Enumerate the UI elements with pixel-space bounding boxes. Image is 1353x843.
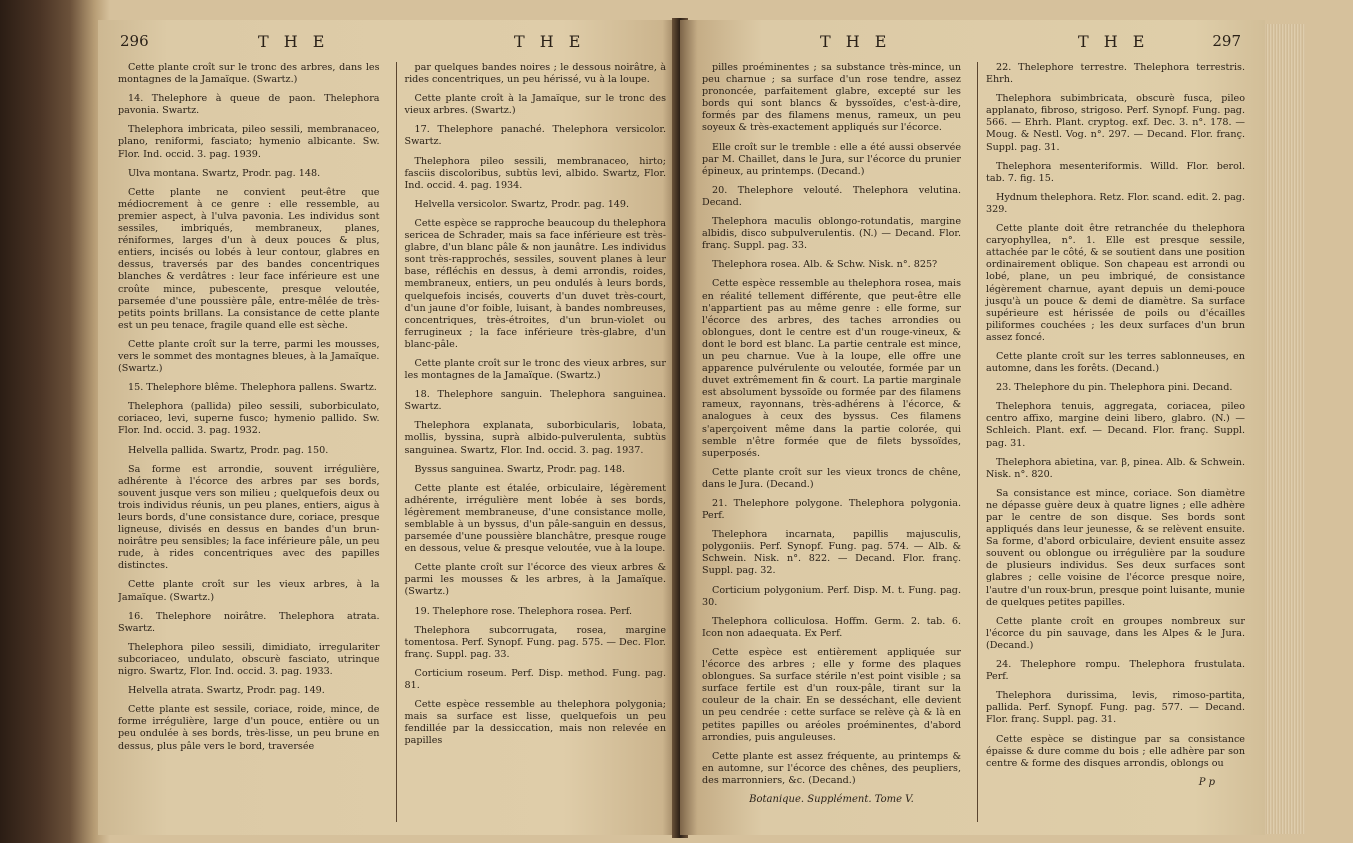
text-paragraph: Byssus sanguinea. Swartz, Prodr. pag. 148.	[414, 463, 626, 475]
right-page-header	[680, 32, 1265, 58]
text-paragraph: Cette plante croît à la Jamaïque, sur le tronc des vieux arbres. (Swartz.)	[404, 93, 666, 117]
text-paragraph: Thelephora imbricata, pileo sessili, membranaceo, plano, reniformi, fasciato; hymenio albicante. Sw. Flor. Ind. occid. 3. pag. 1939.	[118, 124, 380, 160]
text-paragraph: Thelephora mesenteriformis. Willd. Flor. berol. tab. 7. fig. 15.	[986, 160, 1245, 184]
text-paragraph: Hydnum thelephora. Retz. Flor. scand. edit. 2. pag. 329.	[986, 191, 1245, 215]
text-paragraph: Thelephora tenuis, aggregata, coriacea, pileo centro affixo, margine deini libero, glabro. (N.) — Schleich. Plant. exf. — Decand. Flor. franç. Suppl. pag. 31.	[986, 401, 1245, 449]
text-paragraph: 20. Thelephore velouté. Thelephora velutina. Decand.	[702, 184, 961, 208]
running-head: T H E	[258, 32, 330, 51]
text-paragraph: Cette plante croît sur les terres sablonneuses, en automne, dans les forêts. (Decand.)	[986, 350, 1245, 375]
text-paragraph: Cette espèce se rapproche beaucoup du thelephora sericea de Schrader, mais sa face inférieure est très-glabre, d'un blanc pâle & non jaunâtre. Les individus sont très-rapprochés, sessiles, souvent planes à leur base, réfléchis en dessus, à demi arrondis, roides, membraneux, entiers, un peu ondulés à leurs bords, quelquefois incisés, couverts d'un duvet très-court, d'un jaune d'or foible, luisant, à bandes nombreuses, concentriques, très-étroites, d'un brun-violet ou ferrugineux ; la face inférieure très-glabre, d'un blanc-pâle.	[404, 217, 666, 350]
text-paragraph: Cette espèce se distingue par sa consistance épaisse & dure comme du bois ; elle adhère par son centre & forme des disques arrondis, oblongs ou	[986, 733, 1245, 769]
right-column-2	[977, 62, 1245, 822]
text-paragraph: Cette espèce ressemble au thelephora polygonia; mais sa surface est lisse, quelquefois un peu fendillée par la dessiccation, mais non relevée en papilles	[404, 699, 666, 747]
text-paragraph: Helvella pallida. Swartz, Prodr. pag. 150.	[128, 444, 329, 456]
left-page	[98, 20, 680, 835]
text-paragraph: 23. Thelephore du pin. Thelephora pini. Decand.	[996, 382, 1233, 394]
text-paragraph: 22. Thelephore terrestre. Thelephora terrestris. Ehrh.	[986, 62, 1245, 86]
text-paragraph: Cette plante croît sur le tronc des arbres, dans les montagnes de la Jamaïque. (Swartz.)	[118, 62, 380, 86]
text-paragraph: Thelephora maculis oblongo-rotundatis, margine albidis, disco subpulverulentis. (N.) — Decand. Flor. franç. Suppl. pag. 33.	[702, 216, 961, 252]
page-number: 297	[1212, 32, 1241, 50]
text-paragraph: 16. Thelephore noirâtre. Thelephora atrata. Swartz.	[118, 610, 380, 634]
text-paragraph: Thelephora (pallida) pileo sessili, suborbiculato, coriaceo, levi, superne fusco; hymenio pallido. Sw. Flor. Ind. occid. 3. pag. 1932.	[118, 401, 380, 437]
text-paragraph: Corticium roseum. Perf. Disp. method. Fung. pag. 81.	[404, 667, 666, 692]
running-head: T H E	[514, 32, 586, 51]
page-number: 296	[120, 32, 149, 50]
left-column-2	[396, 62, 667, 822]
text-paragraph: Cette plante est sessile, coriace, roide, mince, de forme irrégulière, large d'un pouce, entière ou un peu ondulée à ses bords, très-lisse, un peu brune en dessus, plus pâle vers le bord, traversée	[118, 704, 380, 752]
running-head: T H E	[820, 32, 892, 51]
text-paragraph: Cette plante croît sur la terre, parmi les mousses, vers le sommet des montagnes bleues, à la Jamaïque. (Swartz.)	[118, 338, 380, 375]
text-paragraph: Thelephora pileo sessili, dimidiato, irregulariter subcoriaceo, undulato, obscurè fasciato, utrinque nigro. Swartz, Flor. Ind. occid. 3. pag. 1933.	[118, 641, 380, 678]
running-head: T H E	[1078, 32, 1150, 51]
text-paragraph: Thelephora colliculosa. Hoffm. Germ. 2. tab. 6. Icon non adaequata. Ex Perf.	[702, 615, 961, 639]
text-paragraph: Elle croît sur le tremble : elle a été aussi observée par M. Chaillet, dans le Jura, sur l'écorce du prunier épineux, au printemps. (Decand.)	[702, 141, 961, 177]
text-paragraph: pilles proéminentes ; sa substance très-mince, un peu charnue ; sa surface d'un rose tendre, assez prononcée, parfaitement glabre, excepté sur les bords qui sont blancs & byssoïdes, c'est-à-dire, formés par des filamens menus, rameux, un peu soyeux & très-exactement appliqués sur l'écorce.	[702, 62, 961, 134]
right-page	[680, 20, 1265, 835]
text-paragraph: 17. Thelephore panaché. Thelephora versicolor. Swartz.	[404, 124, 666, 148]
text-paragraph: Cette plante ne convient peut-être que médiocrement à ce genre : elle ressemble, au premier aspect, à l'ulva pavonia. Les individus sont sessiles, imbriqués, membraneux, planes, réniformes, larges d'un à deux pouces & plus, entiers, incisés ou lobés à leur contour, glabres en dessus, traversés par des bandes concentriques blanches & verdâtres : leur face inférieure est une croûte mince, pubescente, presque veloutée, parsemée d'une poussière pâle, entre-mêlée de très-petits points brillans. La consistance de cette plante est un peu tenace, fragile quand elle est sèche.	[118, 186, 380, 331]
text-paragraph: Helvella atrata. Swartz, Prodr. pag. 149.	[128, 685, 325, 697]
left-columns	[118, 62, 666, 822]
text-paragraph: Corticium polygonium. Perf. Disp. M. t. Fung. pag. 30.	[702, 584, 961, 608]
left-column-1	[118, 62, 380, 822]
text-paragraph: Cette plante est assez fréquente, au printemps & en automne, sur l'écorce des chênes, des peupliers, des marronniers, &c. (Decand.)	[702, 750, 961, 786]
text-paragraph: 18. Thelephore sanguin. Thelephora sanguinea. Swartz.	[404, 389, 666, 413]
text-paragraph: Cette plante croît en groupes nombreux sur l'écorce du pin sauvage, dans les Alpes & le Jura. (Decand.)	[986, 615, 1245, 651]
text-paragraph: 19. Thelephore rose. Thelephora rosea. Perf.	[414, 605, 633, 617]
left-page-header	[98, 32, 680, 58]
text-paragraph: Cette plante est étalée, orbiculaire, légèrement adhérente, irrégulière ment lobée à ses bords, légèrement membraneuse, d'une consistance molle, semblable à un byssus, d'un pâle-sanguin en dessus, parsemée d'une poussière blanchâtre, presque rouge en dessous, velue & presque veloutée, vue à la loupe.	[404, 482, 666, 555]
text-paragraph: Cette espèce ressemble au thelephora rosea, mais en réalité tellement différente, que peut-être elle n'appartient pas au même genre : elle forme, sur l'écorce des arbres, des taches arrondies ou oblongues, dont le centre est d'un rouge-vineux, & dont le bord est blanc. La partie centrale est mince, un peu charnue. Vue à la loupe, elle offre une apparence pulvérulente ou veloutée, formée par un duvet extrêmement fin & court. La partie marginale est absolument byssoïde ou formée par des filamens rameux, rayonnans, très-adhérens à l'écorce, & analogues à ceux des byssus. Ces filamens s'aperçoivent même dans la partie colorée, qui semble n'être formée que de filets byssoïdes, superposés.	[702, 278, 961, 459]
text-paragraph: Cette plante croît sur les vieux troncs de chêne, dans le Jura. (Decand.)	[702, 466, 961, 490]
text-paragraph: Helvella versicolor. Swartz, Prodr. pag. 149.	[414, 198, 630, 210]
text-paragraph: Sa consistance est mince, coriace. Son diamètre ne dépasse guère deux à quatre lignes ; elle adhère par le centre de son disque. Ses bords sont appliqués dans leur jeunesse, & se relèvent ensuite. Sa forme, d'abord orbiculaire, devient ensuite assez souvent ou oblongue ou irrégulière par la soudure de plusieurs individus. Ses deux surfaces sont glabres ; celle voisine de l'écorce presque noire, l'autre d'un roux-brun, presque point luisante, munie de quelques petites papilles.	[986, 487, 1245, 608]
text-paragraph: Cette plante croît sur le tronc des vieux arbres, sur les montagnes de la Jamaïque. (Swartz.)	[404, 357, 666, 382]
right-column-1	[702, 62, 961, 822]
text-paragraph: Thelephora subimbricata, obscurè fusca, pileo applanato, fibroso, strigoso. Perf. Synopf. Fung. pag. 566. — Ehrh. Plant. cryptog. exf. Dec. 3. n°. 178. — Moug. & Nestl. Vog. n°. 297. — Decand. Flor. franç. Suppl. pag. 31.	[986, 93, 1245, 153]
text-paragraph: 14. Thelephore à queue de paon. Thelephora pavonia. Swartz.	[118, 93, 380, 117]
text-paragraph: Cette plante doit être retranchée du thelephora caryophyllea, n°. 1. Elle est presque sessile, attachée par le côté, & se soutient dans une position ordinairement oblique. Son chapeau est arrondi ou lobé, plane, un peu imbriqué, de consistance légèrement charnue, ayant depuis un demi-pouce jusqu'à un pouce & demi de diamètre. Sa surface supérieure est hérissée de poils ou d'écailles piliformes couchées ; les deux surfaces d'un brun assez foncé.	[986, 223, 1245, 343]
right-columns	[702, 62, 1245, 822]
signature-mark: P p	[1198, 776, 1215, 788]
text-paragraph: Thelephora rosea. Alb. & Schw. Nisk. n°. 825?	[712, 259, 938, 271]
text-paragraph: Thelephora durissima, levis, rimoso-partita, pallida. Perf. Synopf. Fung. pag. 577. — Decand. Flor. franç. Suppl. pag. 31.	[986, 690, 1245, 726]
text-paragraph: Thelephora abietina, var. β, pinea. Alb. & Schwein. Nisk. n°. 820.	[986, 456, 1245, 480]
text-paragraph: 21. Thelephore polygone. Thelephora polygonia. Perf.	[702, 498, 961, 522]
text-paragraph: Ulva montana. Swartz, Prodr. pag. 148.	[128, 167, 321, 179]
text-paragraph: Thelephora explanata, suborbicularis, lobata, mollis, byssina, suprà albido-pulverulenta, subtùs sanguinea. Swartz, Flor. Ind. occid. 3. pag. 1937.	[404, 420, 666, 456]
text-paragraph: Thelephora pileo sessili, membranaceo, hirto; fasciis discoloribus, subtùs levi, albido. Swartz, Flor. Ind. occid. 4. pag. 1934.	[404, 155, 666, 191]
page-edges	[1265, 24, 1305, 834]
text-paragraph: Thelephora incarnata, papillis majusculis, polygoniis. Perf. Synopf. Fung. pag. 574. — Alb. & Schwein. Nisk. n°. 822. — Decand. Flor. franç. Suppl. pag. 32.	[702, 529, 961, 577]
text-paragraph: 15. Thelephore blême. Thelephora pallens. Swartz.	[128, 382, 377, 394]
text-paragraph: Cette plante croît sur l'écorce des vieux arbres & parmi les mousses & les arbres, à la Jamaïque. (Swartz.)	[404, 562, 666, 598]
text-paragraph: Cette plante croît sur les vieux arbres, à la Jamaïque. (Swartz.)	[118, 579, 380, 603]
text-paragraph: par quelques bandes noires ; le dessous noirâtre, à rides concentriques, un peu hérissé, vu à la loupe.	[404, 62, 666, 86]
text-paragraph: Thelephora subcorrugata, rosea, margine tomentosa. Perf. Synopf. Fung. pag. 575. — Dec. Flor. franç. Suppl. pag. 33.	[404, 624, 666, 660]
page-footer: Botanique. Supplément. Tome V.	[749, 793, 914, 805]
text-paragraph: Cette espèce est entièrement appliquée sur l'écorce des arbres ; elle y forme des plaques oblongues. Sa surface stérile n'est point visible ; sa surface fertile est d'un roux-pâle, tirant sur la couleur de la chair. En se desséchant, elle devient un peu cendrée : cette surface se relève çà & là en petites papilles ou aréoles proéminentes, d'abord arrondies, puis anguleuses.	[702, 646, 961, 743]
text-paragraph: Sa forme est arrondie, souvent irrégulière, adhérente à l'écorce des arbres par ses bords, souvent jusque vers son milieu ; quelquefois deux ou trois individus réunis, un peu planes, entiers, aigus à leurs bords, d'une consistance dure, coriace, presque ligneuse, divisés en dessus en bandes d'un brun-noirâtre peu sensibles; la face inférieure pâle, un peu rude, à rides concentriques avec des papilles distinctes.	[118, 463, 380, 572]
text-paragraph: 24. Thelephore rompu. Thelephora frustulata. Perf.	[986, 659, 1245, 683]
